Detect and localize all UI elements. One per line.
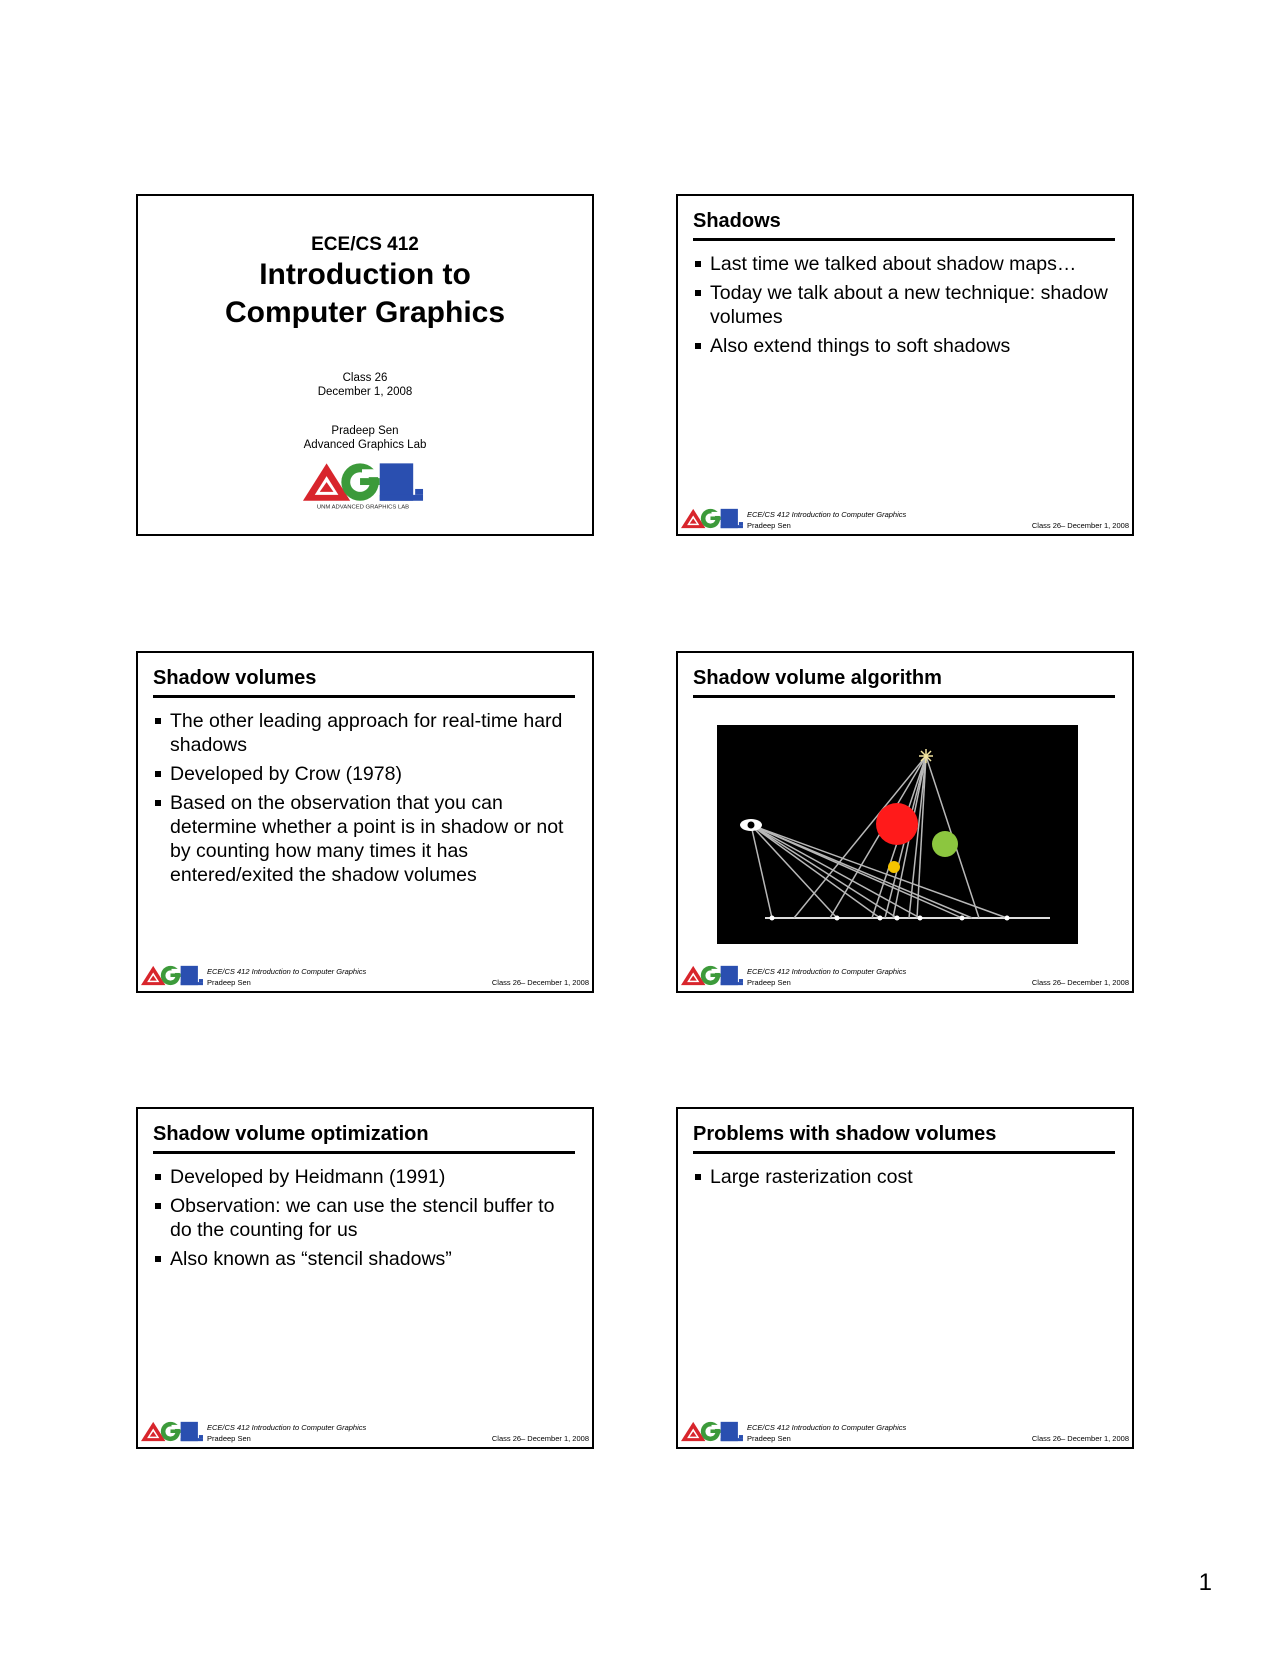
title-rule [153,695,575,698]
eye-icon [740,819,762,831]
title-rule [153,1151,575,1154]
agl-logo-small [140,1419,204,1445]
shadow-volume-diagram [717,725,1078,944]
slide-title: Problems with shadow volumes [693,1123,997,1145]
class-info [138,371,592,399]
yellow-sphere [888,861,900,873]
slide-main-title [138,256,592,332]
page-number: 1 [1198,1569,1212,1596]
bullet-item: Large rasterization cost [693,1165,1118,1189]
footer-author: Pradeep Sen [747,521,791,530]
bullet-item: Also extend things to soft shadows [693,334,1118,358]
light-source-icon [919,749,933,763]
footer-date: Class 26– December 1, 2008 [1031,521,1129,530]
author-name: Pradeep Sen [331,425,399,437]
title-line-2: Computer Graphics [224,296,506,329]
slide-shadow-volume-optimization [136,1107,594,1449]
title-rule [693,695,1115,698]
footer-course: ECE/CS 412 Introduction to Computer Graphics [207,1423,367,1432]
bullet-item: Observation: we can use the stencil buffer to do the counting for us [153,1194,578,1242]
title-rule [693,238,1115,241]
class-date: December 1, 2008 [317,386,413,398]
bullet-item: Based on the observation that you can determine whether a point is in shadow or not by counting how many times it has entered/exited the shadow volumes [153,791,578,887]
footer-author: Pradeep Sen [747,1434,791,1443]
bullet-item: Developed by Crow (1978) [153,762,578,786]
footer-date: Class 26– December 1, 2008 [1031,978,1129,987]
agl-logo-small [680,1419,744,1445]
footer-course: ECE/CS 412 Introduction to Computer Graphics [207,967,367,976]
slide-title: Shadow volume algorithm [693,667,942,689]
agl-logo-small [680,506,744,532]
bullet-item: The other leading approach for real-time hard shadows [153,709,578,757]
author-info [138,424,592,452]
footer-course: ECE/CS 412 Introduction to Computer Graphics [747,510,907,519]
bullet-item: Last time we talked about shadow maps… [693,252,1118,276]
agl-logo [301,461,425,511]
footer-course: ECE/CS 412 Introduction to Computer Graphics [747,1423,907,1432]
bullet-list [153,709,578,892]
slide-shadow-volumes [136,651,594,993]
slide-title: Shadow volume optimization [153,1123,429,1145]
bullet-list [693,252,1118,363]
footer-author: Pradeep Sen [207,978,251,987]
logo-text: UNM ADVANCED GRAPHICS LAB [316,504,410,511]
slide-title: Shadow volumes [153,667,317,689]
footer-author: Pradeep Sen [207,1434,251,1443]
bullet-list [693,1165,1118,1194]
green-sphere [932,831,958,857]
bullet-list [153,1165,578,1276]
title-slide [136,194,594,536]
red-sphere [876,803,918,845]
footer-date: Class 26– December 1, 2008 [491,978,589,987]
class-number: Class 26 [342,372,388,384]
footer-course: ECE/CS 412 Introduction to Computer Graphics [747,967,907,976]
footer-date: Class 26– December 1, 2008 [1031,1434,1129,1443]
slide-title: Shadows [693,210,781,232]
bullet-item: Today we talk about a new technique: shadow volumes [693,281,1118,329]
slide-shadows [676,194,1134,536]
slide-problems-with-shadow-volumes [676,1107,1134,1449]
title-rule [693,1151,1115,1154]
footer-author: Pradeep Sen [747,978,791,987]
bullet-item: Developed by Heidmann (1991) [153,1165,578,1189]
slide-shadow-volume-algorithm [676,651,1134,993]
title-line-1: Introduction to [259,258,471,291]
course-code: ECE/CS 412 [311,234,419,255]
lab-name: Advanced Graphics Lab [303,439,427,451]
agl-logo-small [140,963,204,989]
agl-logo-small [680,963,744,989]
bullet-item: Also known as “stencil shadows” [153,1247,578,1271]
footer-date: Class 26– December 1, 2008 [491,1434,589,1443]
